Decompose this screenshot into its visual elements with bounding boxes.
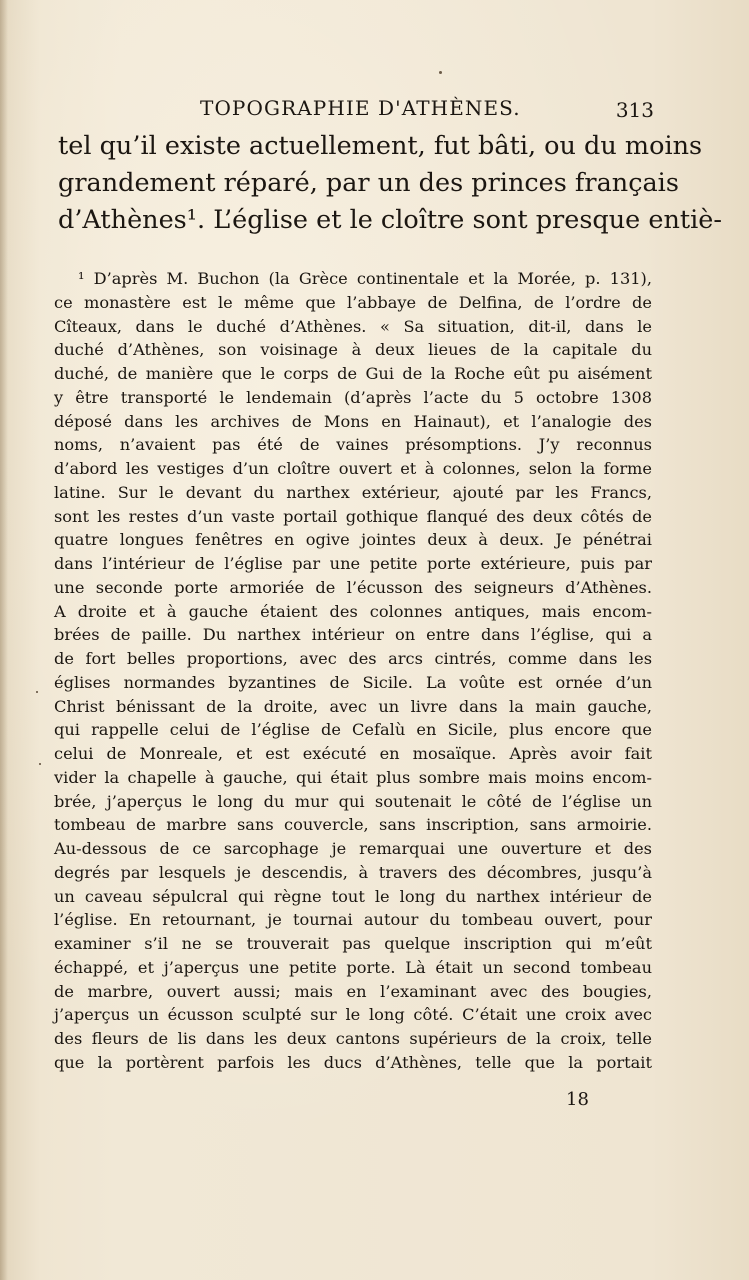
footnote-line: un caveau sépulcral qui règne tout le long du narthex intérieur de xyxy=(54,886,652,906)
footnote-line: j’aperçus un écusson sculpté sur le long côté. C’était une croix avec xyxy=(54,1005,652,1025)
print-speck xyxy=(36,691,38,693)
footnote-line: y être transporté le lendemain (d’après l’acte du 5 octobre 1308 xyxy=(54,387,652,407)
footnote-line: A droite et à gauche étaient des colonnes antiques, mais encom- xyxy=(54,601,652,621)
main-text-line: d’Athènes¹. L’église et le cloître sont presque entiè- xyxy=(58,205,722,235)
printing-dot xyxy=(439,71,442,74)
footnote-line: déposé dans les archives de Mons en Hainaut), et l’analogie des xyxy=(54,411,652,431)
footnote-line: échappé, et j’aperçus une petite porte. Là était un second tombeau xyxy=(54,957,652,977)
running-title: TOPOGRAPHIE D'ATHÈNES. xyxy=(200,96,521,120)
footnote-line: sont les restes d’un vaste portail gothique flanqué des deux côtés de xyxy=(54,506,652,526)
binding-shadow xyxy=(0,0,8,1280)
footnote-line: brée, j’aperçus le long du mur qui soutenait le côté de l’église un xyxy=(54,791,652,811)
footnote-line: dans l’intérieur de l’église par une petite porte extérieure, puis par xyxy=(54,554,652,573)
page-number: 313 xyxy=(615,98,654,122)
footnote-line: degrés par lesquels je descendis, à travers des décombres, jusqu’à xyxy=(54,862,652,882)
footnote-line: tombeau de marbre sans couvercle, sans inscription, sans armoirie. xyxy=(54,815,652,835)
footnote-line: brées de paille. Du narthex intérieur on entre dans l’église, qui a xyxy=(54,625,652,645)
signature-mark: 18 xyxy=(566,1089,589,1110)
footnote-line: ce monastère est le même que l’abbaye de Delfina, de l’ordre de xyxy=(54,292,652,312)
footnote-line: examiner s’il ne se trouverait pas quelque inscription qui m’eût xyxy=(54,934,652,953)
footnote-line: l’église. En retournant, je tournai autour du tombeau ouvert, pour xyxy=(54,910,652,930)
footnote-line: Au-dessous de ce sarcophage je remarquai une ouverture et des xyxy=(54,839,652,858)
footnote xyxy=(54,267,652,1075)
footnote-line: des fleurs de lis dans les deux cantons supérieurs de la croix, telle xyxy=(54,1029,652,1048)
main-text-line: grandement réparé, par un des princes français xyxy=(58,168,679,198)
footnote-line: qui rappelle celui de l’église de Cefalù en Sicile, plus encore que xyxy=(54,720,652,740)
footnote-line: que la portèrent parfois les ducs d’Athènes, telle que la portait xyxy=(54,1052,652,1072)
footnote-line: de marbre, ouvert aussi; mais en l’examinant avec des bougies, xyxy=(54,981,652,1001)
footnote-line: latine. Sur le devant du narthex extérieur, ajouté par les Francs, xyxy=(54,482,652,502)
main-text-line: tel qu’il existe actuellement, fut bâti, ou du moins xyxy=(58,131,703,161)
footnote-line: vider la chapelle à gauche, qui était plus sombre mais moins encom- xyxy=(54,767,652,787)
footnote-line: celui de Monreale, et est exécuté en mosaïque. Après avoir fait xyxy=(54,744,652,763)
footnote-line: noms, n’avaient pas été de vaines présomptions. J’y reconnus xyxy=(54,435,652,455)
main-text xyxy=(58,128,722,239)
footnote-line: Christ bénissant de la droite, avec un livre dans la main gauche, xyxy=(54,696,652,716)
footnote-line: Cîteaux, dans le duché d’Athènes. « Sa situation, dit-il, dans le xyxy=(54,316,652,336)
footnote-line: une seconde porte armoriée de l’écusson des seigneurs d’Athènes. xyxy=(54,577,652,597)
footnote-line: quatre longues fenêtres en ogive jointes deux à deux. Je pénétrai xyxy=(54,530,652,550)
running-head xyxy=(200,96,660,126)
footnote-line: de fort belles proportions, avec des arcs cintrés, comme dans les xyxy=(54,649,652,668)
footnote-line: d’abord les vestiges d’un cloître ouvert et à colonnes, selon la forme xyxy=(54,459,652,478)
footnote-line: duché d’Athènes, son voisinage à deux lieues de la capitale du xyxy=(54,340,652,360)
footnote-line: églises normandes byzantines de Sicile. La voûte est ornée d’un xyxy=(54,672,652,692)
print-speck xyxy=(39,763,41,765)
footnote-line: duché, de manière que le corps de Gui de la Roche eût pu aisément xyxy=(54,364,652,383)
footnote-line: ¹ D’après M. Buchon (la Grèce continentale et la Morée, p. 131), xyxy=(78,269,652,288)
